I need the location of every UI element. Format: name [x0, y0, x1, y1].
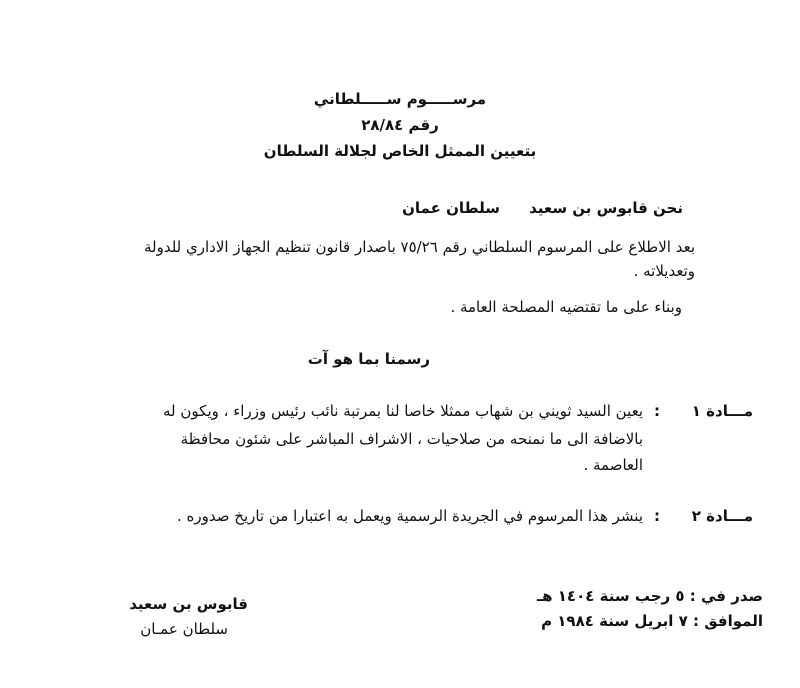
article-1-line-3: العاصمة .	[583, 456, 643, 474]
issuer-title: سلطان عمان	[402, 199, 500, 217]
signature-title: سلطان عمـان	[140, 620, 228, 638]
recital-1-line-1: بعد الاطلاع على المرسوم السلطاني رقم ٧٥/٢٦ باصدار قانون تنظيم الجهاز الاداري للدولة	[143, 238, 695, 256]
recital-2: وبناء على ما تقتضيه المصلحة العامة .	[450, 298, 682, 316]
article-1-line-1: يعين السيد ثويني بن شهاب ممثلا خاصا لنا بمرتبة نائب رئيس وزراء ، ويكون له	[163, 402, 643, 420]
decree-number: رقم ٢٨/٨٤	[361, 116, 439, 134]
decree-clause: رسمنا بما هو آت	[307, 350, 430, 368]
decree-title: مرســـــوم ســـــلطاني	[313, 90, 487, 108]
signature-name: قابوس بن سعيد	[129, 595, 248, 613]
article-1-separator: :	[654, 402, 660, 420]
recital-1-line-2: وتعديلاته .	[633, 262, 695, 280]
decree-subject: بتعيين الممثل الخاص لجلالة السلطان	[263, 142, 537, 160]
issuance-gregorian-date: الموافق : ٧ ابريل سنة ١٩٨٤ م	[541, 612, 763, 630]
article-2-label: مـــادة ٢	[691, 507, 753, 525]
article-1-label: مـــادة ١	[691, 402, 753, 420]
article-2-separator: :	[654, 507, 660, 525]
article-1-line-2: بالاضافة الى ما نمنحه من صلاحيات ، الاشراف المباشر على شئون محافظة	[180, 430, 643, 448]
article-2-line-1: ينشر هذا المرسوم في الجريدة الرسمية ويعمل به اعتبارا من تاريخ صدوره .	[177, 507, 643, 525]
issuance-hijri-date: صدر في : ٥ رجب سنة ١٤٠٤ هـ	[537, 587, 763, 605]
issuer-name: نحن قابوس بن سعيد	[529, 199, 683, 217]
